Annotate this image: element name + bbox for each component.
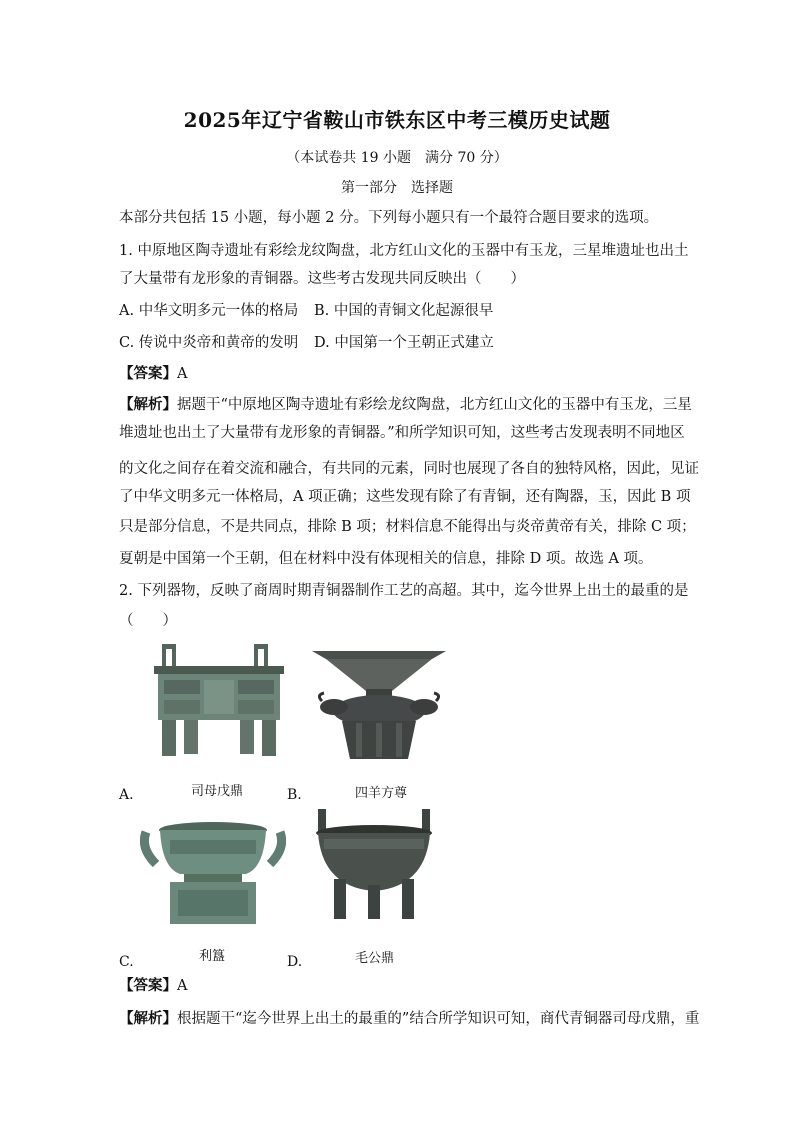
q2-option-a-caption: 司母戊鼎 xyxy=(191,784,244,799)
q2-answer-label: 【答案】 xyxy=(119,977,177,994)
q2-option-c-caption: 利簋 xyxy=(199,949,226,964)
q1-option-a: A. 中华文明多元一体的格局 xyxy=(119,303,299,319)
li-gui-icon xyxy=(140,808,286,930)
q2-answer-value: A xyxy=(177,978,188,994)
q1-analysis-line-4: 了中华文明多元一体格局，A 项正确；这些发现有除了有青铜，还有陶器，玉，因此 B 项 xyxy=(119,489,691,505)
q1-analysis-line-3: 的文化之间存在着交流和融合，有共同的元素，同时也展现了各自的独特风格，因此，见证 xyxy=(119,461,699,477)
q2-stem-line-1: 2. 下列器物，反映了商周时期青铜器制作工艺的高超。其中，迄今世界上出土的最重的是 xyxy=(119,583,689,599)
q1-answer-value: A xyxy=(177,366,188,382)
exam-subtitle: （本试卷共 19 小题 满分 70 分） xyxy=(286,150,508,166)
q1-option-d: D. 中国第一个王朝正式建立 xyxy=(314,335,494,351)
q2-option-b-letter: B. xyxy=(287,787,302,803)
round-ding-icon xyxy=(312,809,436,921)
square-ding-icon xyxy=(150,640,290,762)
q2-stem-line-2: （ ） xyxy=(119,613,177,629)
q1-analysis-label: 【解析】 xyxy=(119,396,177,413)
q1-answer xyxy=(119,364,679,384)
q2-answer xyxy=(119,976,679,996)
q1-analysis-line-6: 夏朝是中国第一个王朝，但在材料中没有体现相关的信息，排除 D 项。故选 A 项。 xyxy=(119,551,653,567)
page-title: 2025年辽宁省鞍山市铁东区中考三模历史试题 xyxy=(183,108,611,132)
four-ram-zun-icon xyxy=(312,651,446,763)
q2-option-a-letter: A. xyxy=(119,787,134,803)
q1-stem-line-1: 1. 中原地区陶寺遗址有彩绘龙纹陶盘，北方红山文化的玉器中有玉龙，三星堆遗址也出土 xyxy=(119,243,689,259)
q1-stem-line-2: 了大量带有龙形象的青铜器。这些考古发现共同反映出（ ） xyxy=(119,271,525,287)
q1-option-b: B. 中国的青铜文化起源很早 xyxy=(314,303,494,319)
q1-analysis-line-1: 【解析】据题干“中原地区陶寺遗址有彩绘龙纹陶盘，北方红山文化的玉器中有玉龙，三星 xyxy=(119,396,692,413)
q1-analysis-line-5: 只是部分信息，不是共同点，排除 B 项；材料信息不能得出与炎帝黄帝有关，排除 C 项； xyxy=(119,519,696,535)
q2-option-b-caption: 四羊方尊 xyxy=(355,786,408,801)
q1-option-c: C. 传说中炎帝和黄帝的发明 xyxy=(119,335,299,351)
q2-option-d-caption: 毛公鼎 xyxy=(355,951,395,966)
q2-analysis-line-1: 【解析】根据题干“迄今世界上出土的最重的”结合所学知识可知，商代青铜器司母戊鼎，重 xyxy=(119,1010,700,1027)
q2-option-d-letter: D. xyxy=(287,954,303,970)
q2-analysis-label: 【解析】 xyxy=(119,1010,177,1027)
q1-analysis-line-2: 堆遗址也出土了大量带有龙形象的青铜器。”和所学知识可知，这些考古发现表明不同地区 xyxy=(119,425,685,441)
q1-answer-label: 【答案】 xyxy=(119,365,177,382)
section-heading: 第一部分 选择题 xyxy=(341,180,453,196)
section-intro: 本部分共包括 15 小题，每小题 2 分。下列每小题只有一个最符合题目要求的选项。 xyxy=(119,210,659,226)
q2-option-c-letter: C. xyxy=(119,954,134,970)
